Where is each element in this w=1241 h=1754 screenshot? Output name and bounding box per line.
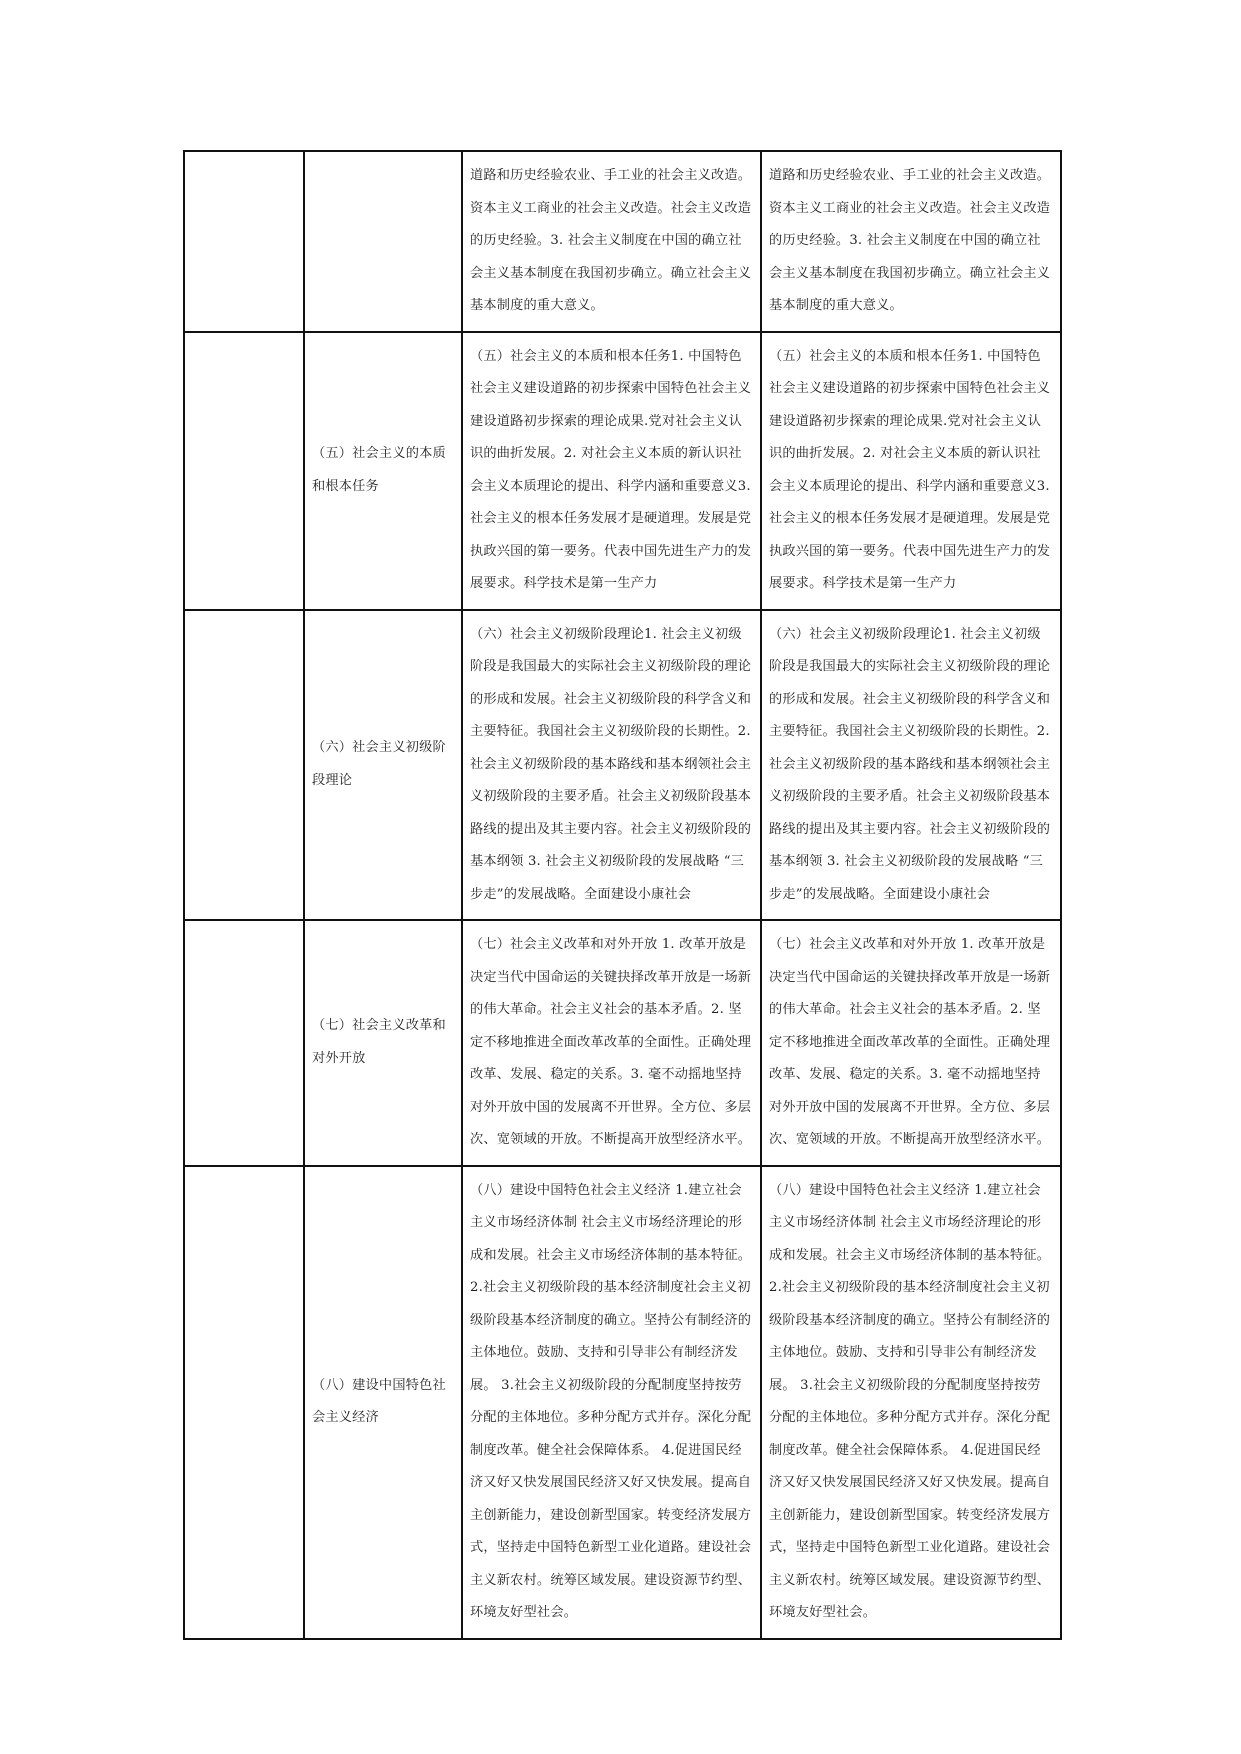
row-content-duplicate-cell: 道路和历史经验农业、手工业的社会主义改造。资本主义工商业的社会主义改造。社会主义改造的历史经验。3. 社会主义制度在中国的确立社会主义基本制度在我国初步确立。确立社会主义基本制度的重大意义。 xyxy=(761,151,1061,332)
table-row xyxy=(184,1166,1061,1639)
row-topic-cell: （五）社会主义的本质和根本任务 xyxy=(304,332,462,610)
row-category-cell xyxy=(184,920,304,1166)
row-content-duplicate-cell: （七）社会主义改革和对外开放 1. 改革开放是决定当代中国命运的关键抉择改革开放是一场新的伟大革命。社会主义社会的基本矛盾。2. 坚定不移地推进全面改革改革的全面性。正确处理改革、发展、稳定的关系。3. 毫不动摇地坚持对外开放中国的发展离不开世界。全方位、多层次、宽领域的开放。不断提高开放型经济水平。 xyxy=(761,920,1061,1166)
row-topic-cell: （七）社会主义改革和对外开放 xyxy=(304,920,462,1166)
row-content-duplicate-cell: （五）社会主义的本质和根本任务1. 中国特色社会主义建设道路的初步探索中国特色社会主义建设道路初步探索的理论成果.党对社会主义认识的曲折发展。2. 对社会主义本质的新认识社会主义本质理论的提出、科学内涵和重要意义3. 社会主义的根本任务发展才是硬道理。发展是党执政兴国的第一要务。代表中国先进生产力的发展要求。科学技术是第一生产力 xyxy=(761,332,1061,610)
row-category-cell xyxy=(184,332,304,610)
syllabus-table xyxy=(183,150,1062,1640)
row-content-duplicate-cell: （六）社会主义初级阶段理论1. 社会主义初级阶段是我国最大的实际社会主义初级阶段的理论的形成和发展。社会主义初级阶段的科学含义和主要特征。我国社会主义初级阶段的长期性。2. 社会主义初级阶段的基本路线和基本纲领社会主义初级阶段的主要矛盾。社会主义初级阶段基本路线的提出及其主要内容。社会主义初级阶段的基本纲领 3. 社会主义初级阶段的发展战略 “三步走”的发展战略。全面建设小康社会 xyxy=(761,610,1061,921)
row-content-cell: （七）社会主义改革和对外开放 1. 改革开放是决定当代中国命运的关键抉择改革开放是一场新的伟大革命。社会主义社会的基本矛盾。2. 坚定不移地推进全面改革改革的全面性。正确处理改革、发展、稳定的关系。3. 毫不动摇地坚持对外开放中国的发展离不开世界。全方位、多层次、宽领域的开放。不断提高开放型经济水平。 xyxy=(462,920,761,1166)
row-category-cell xyxy=(184,1166,304,1639)
table-row xyxy=(184,151,1061,332)
row-category-cell xyxy=(184,610,304,921)
row-content-cell: 道路和历史经验农业、手工业的社会主义改造。资本主义工商业的社会主义改造。社会主义改造的历史经验。3. 社会主义制度在中国的确立社会主义基本制度在我国初步确立。确立社会主义基本制度的重大意义。 xyxy=(462,151,761,332)
row-content-cell: （六）社会主义初级阶段理论1. 社会主义初级阶段是我国最大的实际社会主义初级阶段的理论的形成和发展。社会主义初级阶段的科学含义和主要特征。我国社会主义初级阶段的长期性。2. 社会主义初级阶段的基本路线和基本纲领社会主义初级阶段的主要矛盾。社会主义初级阶段基本路线的提出及其主要内容。社会主义初级阶段的基本纲领 3. 社会主义初级阶段的发展战略 “三步走”的发展战略。全面建设小康社会 xyxy=(462,610,761,921)
row-content-duplicate-cell: （八）建设中国特色社会主义经济 1.建立社会主义市场经济体制 社会主义市场经济理论的形成和发展。社会主义市场经济体制的基本特征。 2.社会主义初级阶段的基本经济制度社会主义初级阶段基本经济制度的确立。坚持公有制经济的主体地位。鼓励、支持和引导非公有制经济发展。 3.社会主义初级阶段的分配制度坚持按劳分配的主体地位。多种分配方式并存。深化分配制度改革。健全社会保障体系。 4.促进国民经济又好又快发展国民经济又好又快发展。提高自主创新能力，建设创新型国家。转变经济发展方式，坚持走中国特色新型工业化道路。建设社会主义新农村。统筹区域发展。建设资源节约型、环境友好型社会。 xyxy=(761,1166,1061,1639)
row-topic-cell: （六）社会主义初级阶段理论 xyxy=(304,610,462,921)
row-topic-cell: （八）建设中国特色社会主义经济 xyxy=(304,1166,462,1639)
row-content-cell: （五）社会主义的本质和根本任务1. 中国特色社会主义建设道路的初步探索中国特色社会主义建设道路初步探索的理论成果.党对社会主义认识的曲折发展。2. 对社会主义本质的新认识社会主义本质理论的提出、科学内涵和重要意义3. 社会主义的根本任务发展才是硬道理。发展是党执政兴国的第一要务。代表中国先进生产力的发展要求。科学技术是第一生产力 xyxy=(462,332,761,610)
table-row xyxy=(184,332,1061,610)
row-content-cell: （八）建设中国特色社会主义经济 1.建立社会主义市场经济体制 社会主义市场经济理论的形成和发展。社会主义市场经济体制的基本特征。 2.社会主义初级阶段的基本经济制度社会主义初级阶段基本经济制度的确立。坚持公有制经济的主体地位。鼓励、支持和引导非公有制经济发展。 3.社会主义初级阶段的分配制度坚持按劳分配的主体地位。多种分配方式并存。深化分配制度改革。健全社会保障体系。 4.促进国民经济又好又快发展国民经济又好又快发展。提高自主创新能力，建设创新型国家。转变经济发展方式，坚持走中国特色新型工业化道路。建设社会主义新农村。统筹区域发展。建设资源节约型、环境友好型社会。 xyxy=(462,1166,761,1639)
row-topic-cell xyxy=(304,151,462,332)
row-category-cell xyxy=(184,151,304,332)
table-row xyxy=(184,610,1061,921)
table-row xyxy=(184,920,1061,1166)
